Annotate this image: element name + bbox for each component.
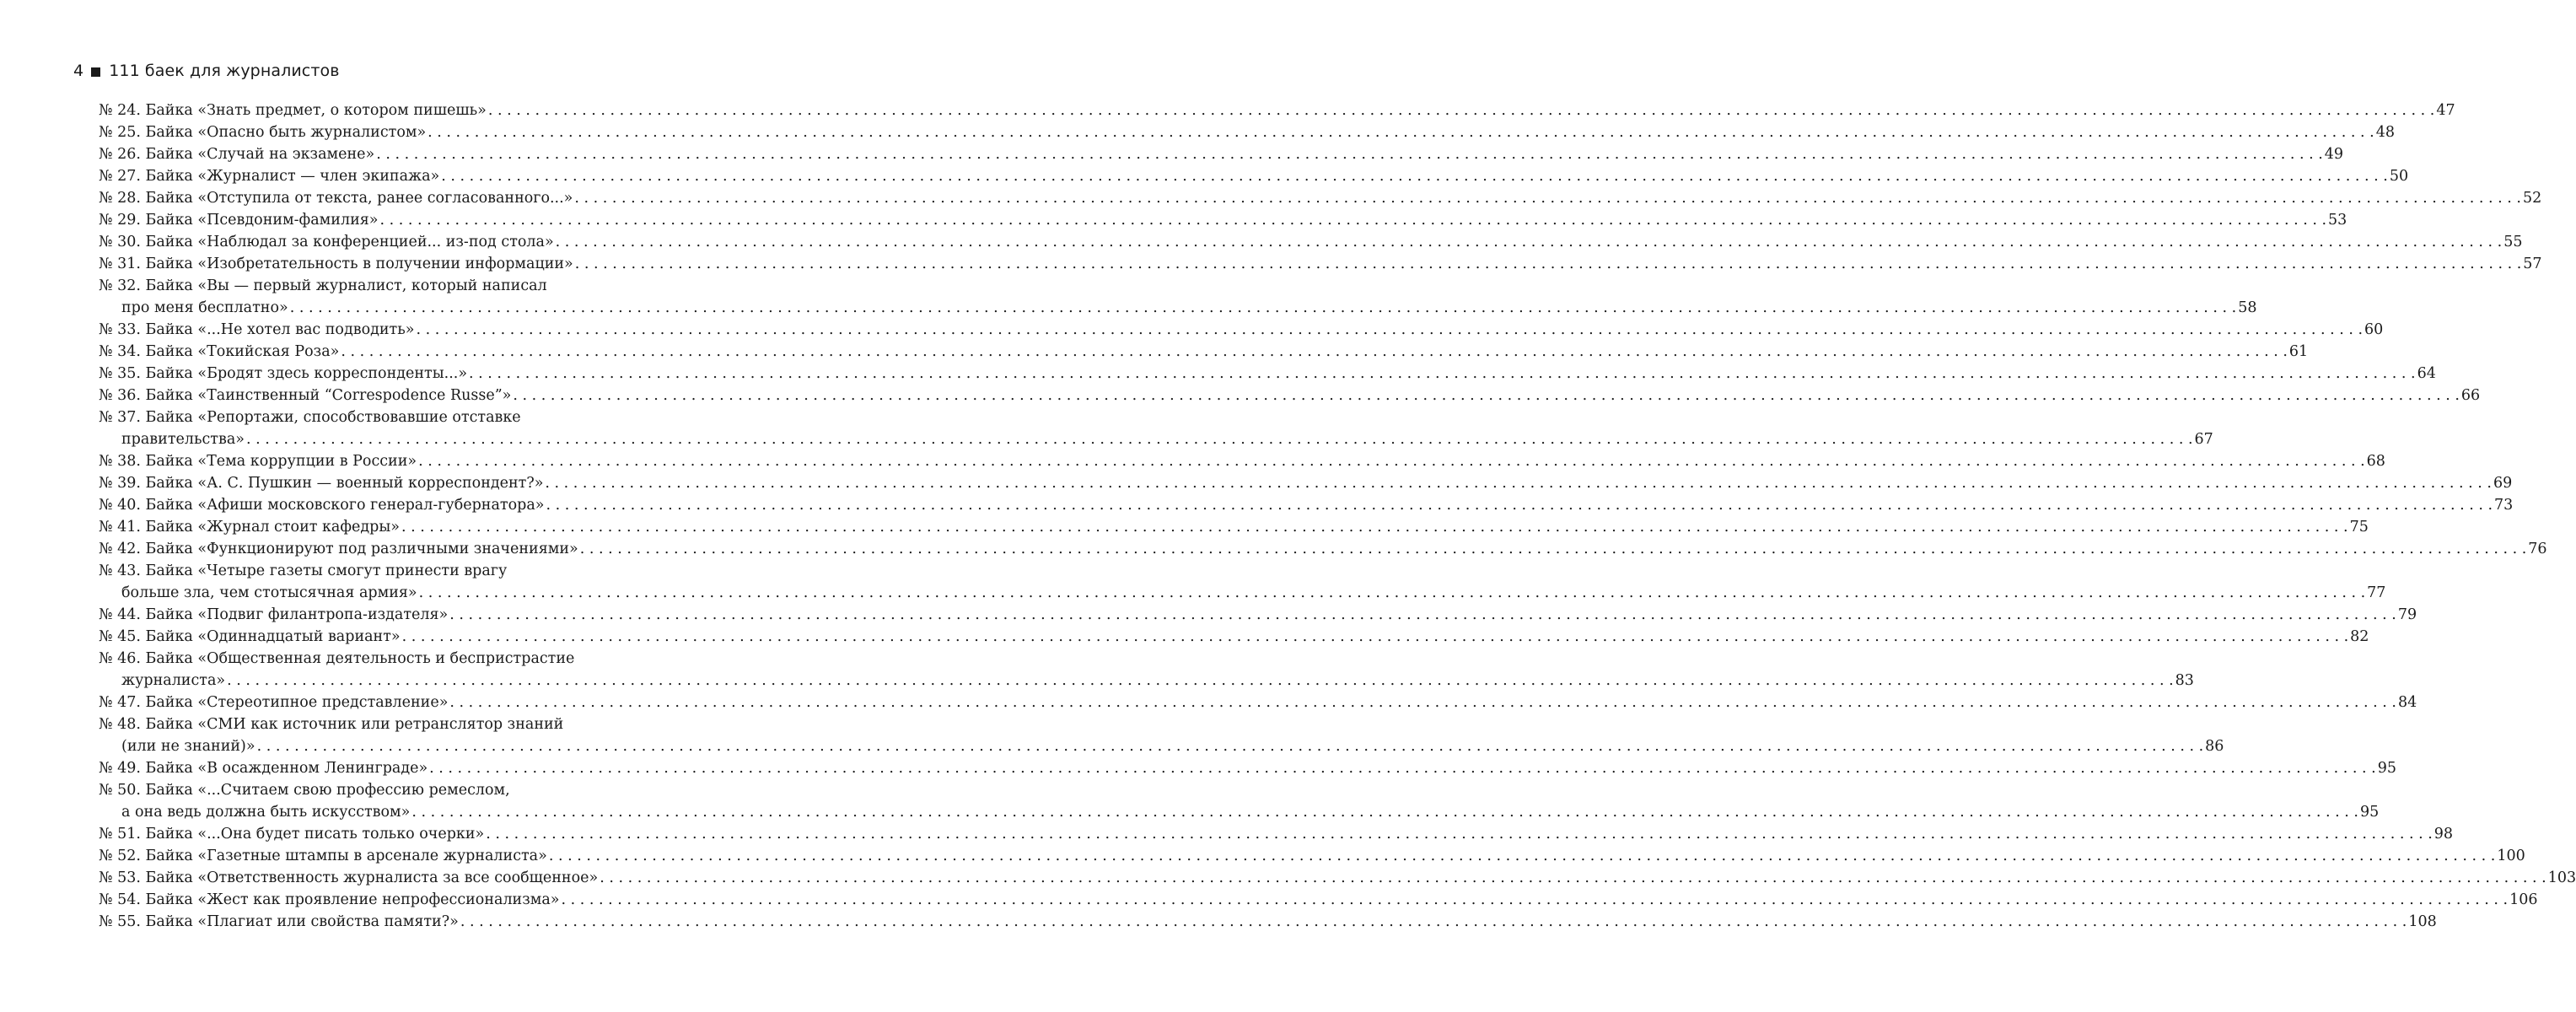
- toc-entry-title-continuation: про меня бесплатно»: [121, 299, 288, 316]
- toc-entry: [99, 450, 2385, 472]
- toc-entry-title: № 53. Байка «Ответственность журналиста за все сообщенное»: [99, 869, 599, 886]
- dot-leader: [402, 626, 2349, 648]
- dot-leader: [341, 341, 2288, 363]
- toc-entry: [99, 823, 2454, 845]
- dot-leader: [419, 582, 2366, 604]
- toc-entry: [99, 363, 2436, 385]
- toc-entry: [99, 231, 2523, 253]
- toc-entry: [99, 341, 2309, 363]
- toc-entry-page: 77: [2367, 584, 2386, 601]
- toc-entry-page: 69: [2493, 475, 2513, 492]
- toc-entry-title-continuation: журналиста»: [121, 672, 226, 689]
- toc-entry-page: 50: [2389, 168, 2409, 185]
- toc-entry: [99, 385, 2481, 406]
- dot-leader: [428, 121, 2374, 143]
- toc-entry-page: 95: [2359, 804, 2380, 821]
- toc-entry-title: № 44. Байка «Подвиг филантропа-издателя»: [99, 606, 449, 623]
- toc-entry-page: 106: [2509, 891, 2538, 908]
- toc-entry-title: № 28. Байка «Отступила от текста, ранее согласованного...»: [99, 190, 573, 207]
- running-header: [73, 59, 340, 83]
- toc-entry: [99, 494, 2514, 516]
- toc-entry-page: 95: [2377, 760, 2396, 777]
- toc-entry: [99, 779, 2380, 823]
- dot-leader: [575, 253, 2522, 275]
- dot-leader: [379, 209, 2326, 231]
- dot-leader: [376, 143, 2323, 165]
- dot-leader: [556, 231, 2503, 253]
- toc-entry: [99, 100, 2455, 121]
- toc-entry-title: № 40. Байка «Афиши московского генерал-губернатора»: [99, 497, 545, 514]
- book-title: 111 баек для журналистов: [109, 62, 340, 80]
- toc-entry: [99, 472, 2513, 494]
- toc-entry-page: 58: [2238, 299, 2257, 316]
- dot-leader: [600, 867, 2546, 889]
- dot-leader: [469, 363, 2416, 385]
- table-of-contents: [99, 100, 2576, 933]
- toc-entry-page: 68: [2366, 453, 2385, 470]
- toc-entry-title: № 42. Байка «Функционируют под различными значениями»: [99, 541, 578, 557]
- toc-entry-title-continuation: а она ведь должна быть искусством»: [121, 804, 411, 821]
- toc-entry: [99, 757, 2396, 779]
- toc-entry-title: № 33. Байка «...Не хотел вас подводить»: [99, 321, 415, 338]
- toc-entry: [99, 604, 2417, 626]
- toc-entry-page: 57: [2523, 256, 2542, 272]
- toc-entry-title: № 29. Байка «Псевдоним-фамилия»: [99, 212, 379, 229]
- toc-entry-page: 53: [2328, 212, 2347, 229]
- toc-entry-page: 82: [2350, 628, 2369, 645]
- toc-entry-title: № 51. Байка «...Она будет писать только очерки»: [99, 826, 485, 842]
- dot-leader: [486, 823, 2433, 845]
- toc-entry-title: № 38. Байка «Тема коррупции в России»: [99, 453, 417, 470]
- toc-entry-title-continuation: правительства»: [121, 431, 245, 448]
- toc-entry-title: № 32. Байка «Вы — первый журналист, который написал: [99, 277, 547, 294]
- toc-entry-title: № 52. Байка «Газетные штампы в арсенале журналиста»: [99, 848, 547, 864]
- toc-entry: [99, 516, 2369, 538]
- dot-leader: [488, 100, 2435, 121]
- toc-entry-title: № 35. Байка «Бродят здесь корреспонденты...»: [99, 365, 468, 382]
- toc-entry: [99, 845, 2525, 867]
- dot-leader: [574, 187, 2521, 209]
- toc-entry-page: 66: [2460, 387, 2481, 404]
- dot-leader: [227, 670, 2174, 692]
- toc-entry-page: 60: [2364, 321, 2384, 338]
- toc-entry: [99, 626, 2369, 648]
- dot-leader: [546, 494, 2493, 516]
- toc-entry: [99, 713, 2224, 757]
- toc-entry-title: № 41. Байка «Журнал стоит кафедры»: [99, 519, 401, 536]
- toc-entry: [99, 911, 2437, 933]
- toc-entry-page: 103: [2547, 869, 2576, 886]
- toc-entry-page: 98: [2433, 826, 2454, 842]
- toc-entry-page: 86: [2205, 738, 2224, 755]
- toc-entry-title: № 46. Байка «Общественная деятельность и беспристрастие: [99, 650, 575, 667]
- dot-leader: [418, 450, 2365, 472]
- toc-entry: [99, 648, 2194, 692]
- toc-entry-title: № 26. Байка «Случай на экзамене»: [99, 146, 375, 163]
- toc-entry-title: № 30. Байка «Наблюдал за конференцией... из-под стола»: [99, 234, 554, 250]
- toc-entry-title: № 50. Байка «...Считаем свою профессию ремеслом,: [99, 782, 510, 799]
- toc-entry-title: № 31. Байка «Изобретательность в получении информации»: [99, 256, 573, 272]
- toc-entry: [99, 538, 2547, 560]
- toc-entry-page: 75: [2349, 519, 2369, 536]
- dot-leader: [416, 319, 2363, 341]
- toc-entry: [99, 889, 2538, 911]
- toc-entry-title: № 34. Байка «Токийская Роза»: [99, 343, 340, 360]
- toc-entry-title: № 45. Байка «Одиннадцатый вариант»: [99, 628, 401, 645]
- dot-leader: [246, 428, 2193, 450]
- page-number: 4: [73, 62, 84, 80]
- toc-entry-page: 67: [2194, 431, 2213, 448]
- toc-entry-page: 73: [2494, 497, 2514, 514]
- dot-leader: [513, 385, 2460, 406]
- toc-entry-title: № 27. Байка «Журналист — член экипажа»: [99, 168, 440, 185]
- toc-entry: [99, 253, 2542, 275]
- toc-entry-page: 47: [2436, 102, 2455, 119]
- toc-entry-title: № 54. Байка «Жест как проявление непрофессионализма»: [99, 891, 560, 908]
- toc-entry-title: № 49. Байка «В осажденном Ленинграде»: [99, 760, 428, 777]
- dot-leader: [441, 165, 2388, 187]
- toc-entry-title: № 43. Байка «Четыре газеты смогут принести врагу: [99, 563, 508, 579]
- toc-entry-page: 84: [2397, 694, 2417, 711]
- toc-entry-title: № 39. Байка «А. С. Пушкин — военный корреспондент?»: [99, 475, 544, 492]
- toc-entry-page: 108: [2408, 913, 2437, 930]
- toc-entry: [99, 275, 2257, 319]
- dot-leader: [401, 516, 2348, 538]
- toc-entry-page: 83: [2175, 672, 2194, 689]
- toc-entry-page: 76: [2528, 541, 2547, 557]
- dot-leader: [449, 604, 2396, 626]
- toc-entry: [99, 406, 2213, 450]
- dot-leader: [449, 692, 2396, 713]
- dot-leader: [460, 911, 2407, 933]
- toc-entry-title: № 47. Байка «Стереотипное представление»: [99, 694, 449, 711]
- toc-entry-page: 100: [2497, 848, 2525, 864]
- toc-entry-title-continuation: больше зла, чем стотысячная армия»: [121, 584, 417, 601]
- toc-entry-title: № 25. Байка «Опасно быть журналистом»: [99, 124, 427, 141]
- toc-entry: [99, 560, 2386, 604]
- toc-entry: [99, 143, 2344, 165]
- dot-leader: [429, 757, 2376, 779]
- toc-entry-title: № 24. Байка «Знать предмет, о котором пишешь»: [99, 102, 487, 119]
- toc-entry-title: № 37. Байка «Репортажи, способствовавшие отставке: [99, 409, 521, 426]
- toc-entry-page: 48: [2375, 124, 2395, 141]
- toc-entry: [99, 121, 2395, 143]
- dot-leader: [257, 735, 2204, 757]
- toc-entry: [99, 867, 2576, 889]
- toc-entry-title: № 48. Байка «СМИ как источник или ретранслятор знаний: [99, 716, 564, 733]
- toc-entry-page: 64: [2417, 365, 2436, 382]
- dot-leader: [545, 472, 2492, 494]
- toc-entry-page: 55: [2503, 234, 2523, 250]
- toc-entry: [99, 165, 2409, 187]
- toc-entry: [99, 319, 2384, 341]
- toc-entry-page: 49: [2324, 146, 2344, 163]
- toc-entry-page: 61: [2288, 343, 2309, 360]
- dot-leader: [580, 538, 2527, 560]
- toc-entry-page: 52: [2522, 190, 2542, 207]
- toc-entry-page: 79: [2397, 606, 2417, 623]
- toc-entry-title-continuation: (или не знаний)»: [121, 738, 255, 755]
- toc-entry: [99, 692, 2417, 713]
- dot-leader: [290, 297, 2237, 319]
- toc-entry-title: № 36. Байка «Таинственный “Correspodence Russe”»: [99, 387, 512, 404]
- toc-entry: [99, 209, 2347, 231]
- dot-leader: [549, 845, 2496, 867]
- dot-leader: [562, 889, 2509, 911]
- square-bullet-icon: [91, 67, 100, 77]
- toc-entry-title: № 55. Байка «Плагиат или свойства памяти?»: [99, 913, 459, 930]
- toc-entry: [99, 187, 2542, 209]
- dot-leader: [411, 801, 2358, 823]
